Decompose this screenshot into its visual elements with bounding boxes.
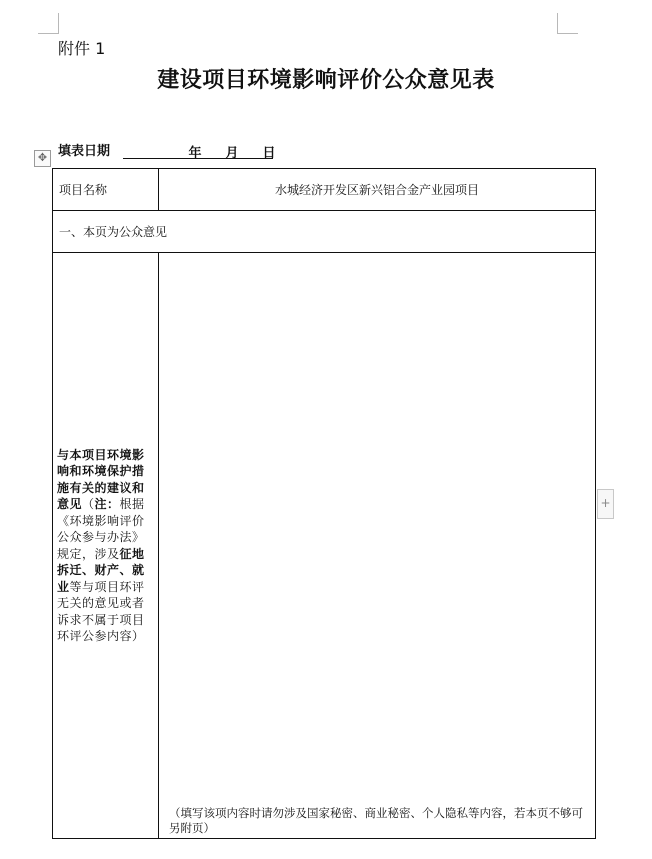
project-name-value: 水城经济开发区新兴铝合金产业园项目 (274, 183, 479, 197)
note-text-1: 根据《环境影响评价公众参与办法》规定，涉及 (57, 497, 145, 561)
fill-date-field[interactable] (123, 142, 276, 161)
fill-date-row (58, 140, 276, 161)
privacy-footnote: （填写该项内容时请勿涉及国家秘密、商业秘密、个人隐私等内容，若本页不够可另附页） (169, 806, 583, 835)
section-one-heading: 一、本页为公众意见 (59, 225, 168, 239)
add-column-plus-icon[interactable]: + (597, 489, 614, 519)
project-name-label-cell (53, 169, 159, 211)
project-name-label: 项目名称 (59, 183, 108, 197)
page-title: 建设项目环境影响评价公众意见表 (157, 68, 495, 93)
opinion-label: 与本项目环境影响和环境保护措施有关的建议和意见 (57, 447, 145, 511)
note-bold-topics: 征地拆迁、财产、就业 (57, 546, 145, 594)
date-day-label: 日 (262, 146, 276, 161)
date-year-label: 年 (188, 146, 202, 161)
section-one-cell (53, 211, 596, 253)
project-name-value-cell[interactable] (159, 169, 596, 211)
opinion-label-cell (53, 253, 159, 839)
opinion-form-table (52, 168, 596, 839)
attachment-label: 附件 1 (58, 39, 106, 58)
page-corner-mark-top-left (38, 13, 59, 34)
fill-date-label: 填表日期 (58, 144, 111, 159)
note-label: 注： (94, 497, 120, 511)
note-open-paren: （ (82, 497, 95, 511)
opinion-input-cell[interactable] (159, 253, 596, 839)
page-corner-mark-top-right (557, 13, 578, 34)
date-month-label: 月 (225, 146, 239, 161)
table-move-icon[interactable]: ✥ (34, 150, 51, 167)
note-text-2: 等与项目环评无关的意见或者诉求不属于项目环评公参内容） (57, 579, 145, 643)
